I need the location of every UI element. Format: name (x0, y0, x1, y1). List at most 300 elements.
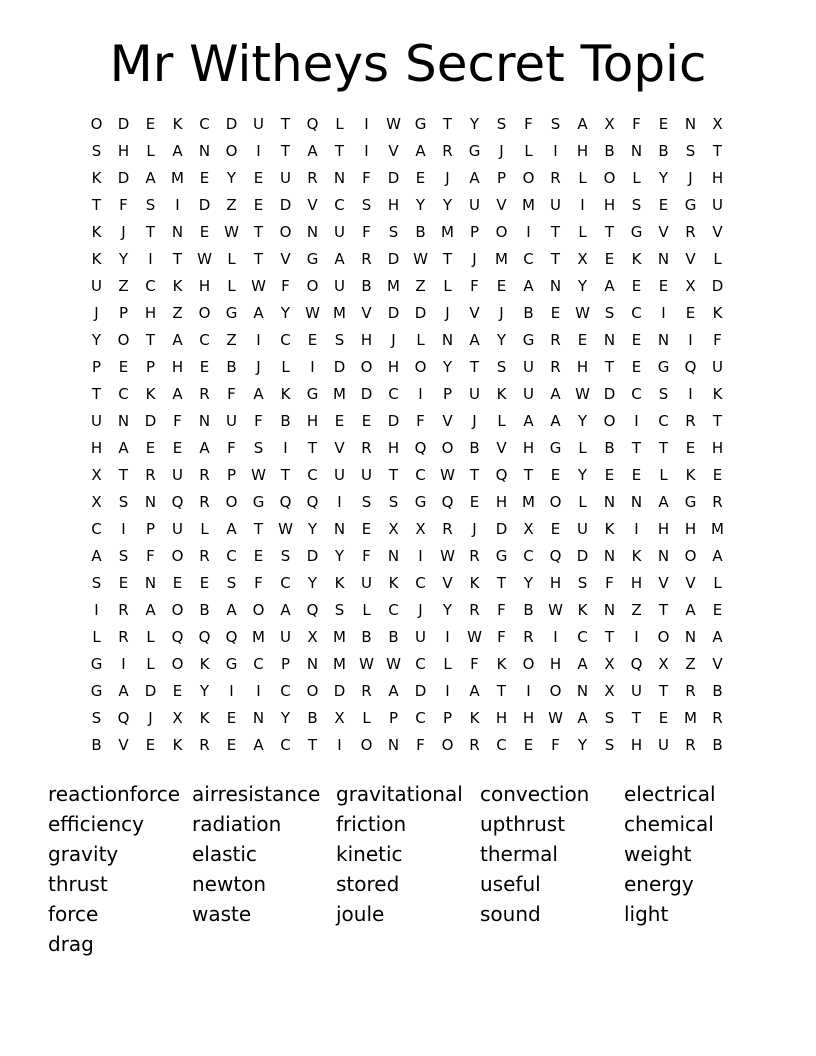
grid-letter: C (280, 736, 291, 754)
grid-letter: C (523, 547, 534, 565)
grid-letter: F (632, 115, 641, 133)
grid-letter: P (280, 655, 291, 673)
grid-letter: X (523, 520, 534, 538)
grid-letter: L (578, 223, 587, 241)
grid-letter: C (118, 385, 129, 403)
grid-letter: P (91, 358, 102, 376)
grid-letter: L (335, 115, 344, 133)
grid-letter: J (148, 709, 153, 727)
grid-letter: F (416, 736, 425, 754)
grid-letter: N (387, 736, 400, 754)
grid-letter: N (630, 142, 643, 160)
grid-letter: U (577, 520, 588, 538)
grid-letter: P (388, 709, 399, 727)
grid-letter: I (337, 493, 342, 511)
grid-letter: C (658, 412, 669, 430)
grid-letter: U (415, 628, 426, 646)
grid-letter: R (199, 493, 210, 511)
grid-letter: C (415, 709, 426, 727)
grid-row (83, 195, 731, 222)
grid-letter: K (172, 115, 183, 133)
grid-row (83, 303, 731, 330)
grid-letter: N (549, 277, 562, 295)
grid-letter: O (90, 115, 103, 133)
grid-letter: N (684, 628, 697, 646)
grid-letter: N (306, 223, 319, 241)
grid-letter: X (577, 250, 588, 268)
grid-letter: F (470, 277, 479, 295)
grid-letter: Z (226, 196, 237, 214)
grid-row (83, 708, 731, 735)
grid-letter: I (688, 385, 693, 403)
grid-letter: R (550, 331, 561, 349)
grid-letter: K (712, 385, 723, 403)
grid-letter: E (496, 277, 507, 295)
word-list-item: airresistance (192, 782, 321, 806)
grid-letter: L (443, 277, 452, 295)
word-list-item: efficiency (48, 812, 145, 836)
grid-letter: R (685, 223, 696, 241)
grid-letter: L (578, 439, 587, 457)
grid-letter: E (550, 466, 561, 484)
grid-letter: K (496, 655, 507, 673)
grid-letter: Y (334, 547, 345, 565)
grid-letter: E (226, 709, 237, 727)
grid-letter: K (91, 169, 102, 187)
grid-row (83, 681, 731, 708)
grid-letter: F (254, 412, 263, 430)
grid-letter: N (441, 331, 454, 349)
grid-letter: W (386, 115, 401, 133)
grid-letter: I (661, 304, 666, 322)
grid-letter: W (575, 304, 590, 322)
grid-letter: H (387, 439, 400, 457)
grid-letter: E (172, 574, 183, 592)
grid-letter: S (496, 115, 507, 133)
grid-letter: L (227, 277, 236, 295)
grid-letter: T (469, 358, 480, 376)
grid-letter: C (253, 655, 264, 673)
grid-letter: S (604, 736, 615, 754)
grid-letter: I (229, 682, 234, 700)
grid-letter: O (306, 682, 319, 700)
grid-letter: V (442, 574, 453, 592)
grid-row (83, 411, 731, 438)
grid-letter: R (550, 169, 561, 187)
grid-letter: T (253, 223, 264, 241)
grid-letter: T (658, 439, 669, 457)
grid-row (83, 492, 731, 519)
grid-letter: O (684, 547, 697, 565)
grid-letter: R (361, 682, 372, 700)
grid-letter: H (630, 736, 643, 754)
grid-letter: Q (306, 493, 319, 511)
grid-letter: H (576, 142, 589, 160)
grid-letter: A (226, 520, 237, 538)
word-list-item: electrical (624, 782, 716, 806)
grid-letter: C (199, 115, 210, 133)
grid-letter: X (91, 493, 102, 511)
grid-letter: U (91, 412, 102, 430)
grid-letter: I (634, 628, 639, 646)
grid-row (83, 168, 731, 195)
grid-letter: G (684, 493, 697, 511)
grid-letter: Y (226, 169, 237, 187)
grid-letter: V (334, 439, 345, 457)
grid-letter: T (388, 466, 399, 484)
grid-letter: G (684, 196, 697, 214)
grid-letter: Y (577, 736, 588, 754)
grid-letter: I (310, 358, 315, 376)
grid-letter: S (91, 709, 102, 727)
grid-letter: Q (171, 628, 184, 646)
grid-letter: S (496, 358, 507, 376)
grid-letter: G (90, 655, 103, 673)
grid-letter: K (712, 304, 723, 322)
grid-letter: U (253, 115, 264, 133)
grid-letter: M (711, 520, 724, 538)
grid-letter: G (468, 142, 481, 160)
grid-letter: N (603, 493, 616, 511)
grid-letter: N (387, 547, 400, 565)
grid-letter: F (551, 736, 560, 754)
grid-letter: Y (415, 196, 426, 214)
grid-letter: R (469, 547, 480, 565)
grid-letter: O (657, 628, 670, 646)
grid-letter: D (414, 682, 427, 700)
grid-letter: U (172, 520, 183, 538)
grid-letter: I (283, 439, 288, 457)
grid-letter: F (254, 574, 263, 592)
grid-letter: F (227, 439, 236, 457)
grid-letter: K (172, 277, 183, 295)
word-list-item: drag (48, 932, 94, 956)
grid-letter: S (658, 385, 669, 403)
grid-letter: A (469, 331, 480, 349)
word-list-item: kinetic (336, 842, 403, 866)
grid-letter: R (685, 736, 696, 754)
grid-letter: C (91, 520, 102, 538)
grid-letter: Y (577, 277, 588, 295)
grid-letter: H (360, 331, 373, 349)
grid-row (83, 330, 731, 357)
grid-letter: K (91, 250, 102, 268)
grid-letter: T (280, 142, 291, 160)
grid-letter: I (580, 196, 585, 214)
grid-letter: I (256, 682, 261, 700)
grid-letter: A (388, 682, 399, 700)
grid-letter: A (253, 385, 264, 403)
grid-letter: I (121, 520, 126, 538)
grid-letter: A (577, 115, 588, 133)
grid-letter: C (388, 601, 399, 619)
grid-letter: T (334, 142, 345, 160)
grid-letter: O (198, 304, 211, 322)
grid-letter: I (121, 655, 126, 673)
grid-letter: E (361, 412, 372, 430)
grid-letter: X (604, 655, 615, 673)
grid-letter: U (523, 385, 534, 403)
grid-letter: A (685, 601, 696, 619)
grid-letter: H (387, 196, 400, 214)
grid-letter: B (523, 304, 534, 322)
grid-letter: B (415, 223, 426, 241)
grid-letter: I (634, 412, 639, 430)
grid-letter: A (118, 439, 129, 457)
word-list-item: weight (624, 842, 692, 866)
grid-letter: G (414, 115, 427, 133)
grid-letter: A (334, 250, 345, 268)
grid-letter: P (145, 358, 156, 376)
page-title: Mr Witheys Secret Topic (109, 35, 707, 93)
grid-letter: A (280, 601, 291, 619)
word-list-item: light (624, 902, 669, 926)
grid-letter: E (523, 736, 534, 754)
grid-letter: D (603, 385, 616, 403)
grid-letter: C (415, 466, 426, 484)
grid-letter: Q (225, 628, 238, 646)
grid-letter: E (631, 277, 642, 295)
grid-letter: A (550, 385, 561, 403)
grid-letter: B (226, 358, 237, 376)
grid-letter: X (712, 115, 723, 133)
grid-letter: Y (199, 682, 210, 700)
grid-letter: O (360, 736, 373, 754)
grid-letter: F (362, 547, 371, 565)
grid-letter: O (171, 655, 184, 673)
grid-letter: O (441, 439, 454, 457)
grid-letter: X (415, 520, 426, 538)
word-list-item: sound (480, 902, 541, 926)
grid-letter: A (523, 277, 534, 295)
grid-row (83, 573, 731, 600)
grid-letter: H (198, 277, 211, 295)
grid-letter: A (118, 682, 129, 700)
grid-letter: J (472, 412, 477, 430)
grid-letter: W (548, 601, 563, 619)
grid-letter: V (118, 736, 129, 754)
grid-letter: U (712, 196, 723, 214)
grid-letter: N (117, 412, 130, 430)
grid-letter: W (224, 223, 239, 241)
grid-letter: N (603, 331, 616, 349)
grid-letter: K (334, 574, 345, 592)
grid-letter: B (91, 736, 102, 754)
grid-letter: B (361, 277, 372, 295)
grid-letter: E (712, 466, 723, 484)
grid-letter: I (337, 736, 342, 754)
grid-letter: O (603, 169, 616, 187)
grid-letter: I (418, 385, 423, 403)
grid-letter: M (333, 304, 346, 322)
grid-letter: D (360, 385, 373, 403)
grid-letter: T (442, 250, 453, 268)
grid-letter: J (391, 331, 396, 349)
grid-letter: M (495, 250, 508, 268)
grid-letter: S (280, 547, 291, 565)
grid-letter: G (306, 250, 319, 268)
grid-letter: W (413, 250, 428, 268)
grid-letter: T (145, 331, 156, 349)
grid-letter: T (658, 601, 669, 619)
grid-letter: V (685, 250, 696, 268)
grid-letter: G (225, 655, 238, 673)
grid-letter: L (362, 601, 371, 619)
grid-row (83, 276, 731, 303)
grid-letter: J (499, 142, 504, 160)
grid-letter: E (415, 169, 426, 187)
grid-letter: Q (171, 493, 184, 511)
grid-letter: G (630, 223, 643, 241)
grid-letter: K (199, 655, 210, 673)
grid-row (83, 222, 731, 249)
grid-letter: H (684, 520, 697, 538)
grid-letter: Y (658, 169, 669, 187)
grid-letter: U (523, 358, 534, 376)
grid-letter: T (496, 574, 507, 592)
word-list-item: stored (336, 872, 400, 896)
grid-letter: V (442, 412, 453, 430)
grid-letter: A (172, 331, 183, 349)
grid-letter: C (280, 682, 291, 700)
grid-letter: U (712, 358, 723, 376)
grid-letter: B (280, 412, 291, 430)
grid-row (83, 249, 731, 276)
grid-letter: A (712, 547, 723, 565)
grid-row (83, 546, 731, 573)
grid-letter: Q (630, 655, 643, 673)
grid-letter: W (278, 520, 293, 538)
grid-letter: R (145, 466, 156, 484)
grid-letter: J (445, 304, 450, 322)
grid-letter: S (550, 115, 561, 133)
grid-letter: S (118, 547, 129, 565)
grid-letter: U (280, 628, 291, 646)
grid-letter: M (333, 385, 346, 403)
grid-letter: P (469, 223, 480, 241)
grid-letter: S (604, 709, 615, 727)
grid-letter: H (306, 412, 319, 430)
grid-letter: V (469, 304, 480, 322)
grid-letter: O (225, 493, 238, 511)
grid-letter: Y (577, 466, 588, 484)
word-list-item: waste (192, 902, 252, 926)
grid-letter: K (604, 520, 615, 538)
grid-letter: A (253, 304, 264, 322)
grid-letter: R (199, 466, 210, 484)
grid-letter: E (631, 358, 642, 376)
grid-letter: T (604, 358, 615, 376)
grid-letter: C (496, 736, 507, 754)
grid-letter: E (550, 520, 561, 538)
grid-letter: X (658, 655, 669, 673)
grid-letter: E (199, 358, 210, 376)
grid-letter: B (658, 142, 669, 160)
grid-letter: G (306, 385, 319, 403)
grid-letter: T (253, 520, 264, 538)
grid-letter: N (603, 547, 616, 565)
grid-letter: V (658, 223, 669, 241)
grid-letter: H (630, 574, 643, 592)
grid-letter: E (145, 439, 156, 457)
grid-letter: X (172, 709, 183, 727)
grid-letter: P (118, 304, 129, 322)
grid-letter: O (171, 601, 184, 619)
grid-letter: R (685, 412, 696, 430)
grid-letter: E (145, 115, 156, 133)
word-list (48, 779, 768, 959)
grid-letter: K (469, 574, 480, 592)
grid-letter: E (361, 520, 372, 538)
grid-letter: C (199, 331, 210, 349)
grid-letter: R (712, 493, 723, 511)
grid-letter: L (146, 142, 155, 160)
grid-letter: S (118, 493, 129, 511)
grid-letter: U (334, 223, 345, 241)
grid-letter: G (225, 304, 238, 322)
grid-letter: M (522, 196, 535, 214)
grid-letter: D (279, 196, 292, 214)
grid-letter: A (469, 682, 480, 700)
grid-letter: J (94, 304, 99, 322)
grid-letter: I (688, 331, 693, 349)
grid-letter: S (334, 601, 345, 619)
grid-letter: G (657, 358, 670, 376)
grid-letter: N (144, 574, 157, 592)
word-list-item: gravitational (336, 782, 463, 806)
grid-letter: B (388, 628, 399, 646)
grid-letter: I (418, 547, 423, 565)
grid-letter: F (497, 628, 506, 646)
grid-letter: Y (442, 601, 453, 619)
word-list-item: thermal (480, 842, 558, 866)
grid-letter: L (92, 628, 101, 646)
grid-letter: C (307, 466, 318, 484)
grid-letter: P (496, 169, 507, 187)
grid-letter: T (307, 736, 318, 754)
grid-letter: U (469, 385, 480, 403)
grid-letter: G (495, 547, 508, 565)
grid-letter: E (685, 439, 696, 457)
grid-letter: N (657, 250, 670, 268)
grid-letter: S (91, 574, 102, 592)
grid-letter: T (280, 466, 291, 484)
grid-letter: Z (226, 331, 237, 349)
grid-letter: E (199, 223, 210, 241)
grid-letter: A (253, 736, 264, 754)
grid-letter: U (361, 574, 372, 592)
grid-letter: T (658, 682, 669, 700)
grid-letter: S (145, 196, 156, 214)
grid-letter: K (496, 385, 507, 403)
grid-letter: N (198, 142, 211, 160)
grid-letter: H (603, 196, 616, 214)
grid-letter: K (577, 601, 588, 619)
grid-letter: V (388, 142, 399, 160)
grid-letter: Y (280, 304, 291, 322)
grid-letter: W (548, 709, 563, 727)
grid-letter: N (630, 493, 643, 511)
grid-letter: O (306, 277, 319, 295)
grid-letter: W (575, 385, 590, 403)
grid-letter: A (550, 412, 561, 430)
grid-letter: M (171, 169, 184, 187)
grid-letter: R (442, 520, 453, 538)
grid-letter: M (333, 628, 346, 646)
grid-letter: B (712, 736, 723, 754)
grid-letter: Y (280, 709, 291, 727)
grid-letter: R (361, 439, 372, 457)
